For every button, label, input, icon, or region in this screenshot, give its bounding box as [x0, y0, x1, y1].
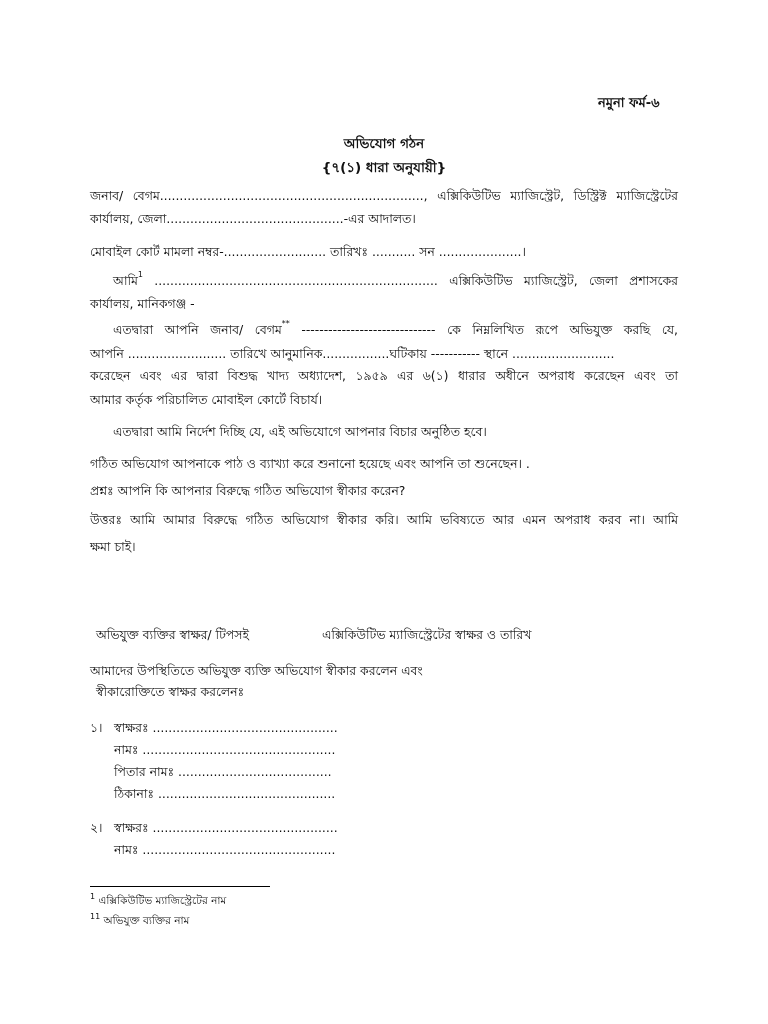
intro-line-1: জনাব/ বেগম..................................................................., এক্সিকিউটিভ ম্যাজিস্ট্রেট, ডিস্ট্রিক্ট ম্যাজিস্ট্রেটের — [90, 188, 678, 203]
witness-1-number: ১। — [90, 720, 103, 735]
footnote-1: $^1$ এক্সিকিউটিভ ম্যাজিস্ট্রেটের নাম — [90, 892, 227, 907]
officer-line-2: কার্যালয়, মানিকগঞ্জ - — [90, 296, 195, 311]
footnote-2: $^{11}$ অভিযুক্ত ব্যক্তির নাম — [90, 912, 190, 927]
intro-line-2: কার্যালয়, জেলা.............................................-এর আদালত। — [90, 211, 416, 226]
read-explained-line: গঠিত অভিযোগ আপনাকে পাঠ ও ব্যাখ্যা করে শুনানো হয়েছে এবং আপনি তা শুনেছেন। . — [90, 456, 530, 471]
document-title: অভিযোগ গঠন — [343, 136, 425, 152]
accused-signature-label: অভিযুক্ত ব্যক্তির স্বাক্ষর/ টিপসই — [96, 627, 249, 642]
magistrate-signature-label: এক্সিকিউটিভ ম্যাজিস্ট্রেটের স্বাক্ষর ও তারিখ — [322, 627, 532, 642]
document-subtitle: {৭(১) ধারা অনুযায়ী} — [321, 160, 447, 176]
witness-intro-line-2: স্বীকারোক্তিতে স্বাক্ষর করলেনঃ — [96, 684, 245, 699]
footnote-divider — [90, 886, 270, 887]
witness-2-name: নামঃ ................................................. — [114, 842, 336, 857]
witness-1-signature: স্বাক্ষরঃ ............................................... — [114, 720, 338, 735]
witness-2-signature: স্বাক্ষরঃ ............................................... — [114, 820, 338, 835]
form-label: নমুনা ফর্ম-৬ — [598, 96, 660, 111]
directive-line: এতদ্বারা আমি নির্দেশ দিচ্ছি যে, এই অভিযোগে আপনার বিচার অনুষ্ঠিত হবে। — [113, 424, 487, 439]
officer-line-1: আমি$^1$ ........................................................................ এক্সিকিউটিভ ম্যাজিস্ট্রেট, জেলা প্রশাসকের — [113, 270, 678, 288]
witness-2-number: ২। — [90, 820, 103, 835]
witness-1-address: ঠিকানাঃ ............................................. — [114, 786, 336, 801]
witness-1-father-name: পিতার নামঃ ....................................... — [114, 764, 332, 779]
charge-line-2: আপনি ......................... তারিখে আনুমানিক.................ঘটিকায় ----------- স্থানে .......................... — [90, 346, 615, 361]
charge-line-4: আমার কর্তৃক পরিচালিত মোবাইল কোর্টে বিচার্য। — [90, 392, 323, 407]
footnote-ref-1: 1 — [137, 270, 143, 279]
witness-1-name: নামঃ ................................................. — [114, 742, 336, 757]
witness-intro-line-1: আমাদের উপস্থিতিতে অভিযুক্ত ব্যক্তি অভিযোগ স্বীকার করলেন এবং — [90, 663, 423, 678]
footnote-ref-2: ** — [281, 319, 290, 328]
charge-line-1: এতদ্বারা আপনি জনাব/ বেগম** ------------------------------ কে নিম্নলিখিত রূপে অভিযুক্ত করছি যে, — [113, 319, 678, 337]
answer-line-2: ক্ষমা চাই। — [90, 539, 136, 554]
charge-line-3: করেছেন এবং এর দ্বারা বিশুদ্ধ খাদ্য অধ্যাদেশ, ১৯৫৯ এর ৬(১) ধারার অধীনে অপরাধ করেছেন এবং তা — [90, 368, 678, 383]
case-number-line: মোবাইল কোর্ট মামলা নম্বর-.......................... তারিখঃ ........... সন .....................। — [90, 244, 526, 259]
answer-line-1: উত্তরঃ আমি আমার বিরুদ্ধে গঠিত অভিযোগ স্বীকার করি। আমি ভবিষ্যতে আর এমন অপরাধ করব না। আমি — [90, 512, 678, 527]
question-line: প্রশ্নঃ আপনি কি আপনার বিরুদ্ধে গঠিত অভিযোগ স্বীকার করেন? — [90, 483, 406, 498]
